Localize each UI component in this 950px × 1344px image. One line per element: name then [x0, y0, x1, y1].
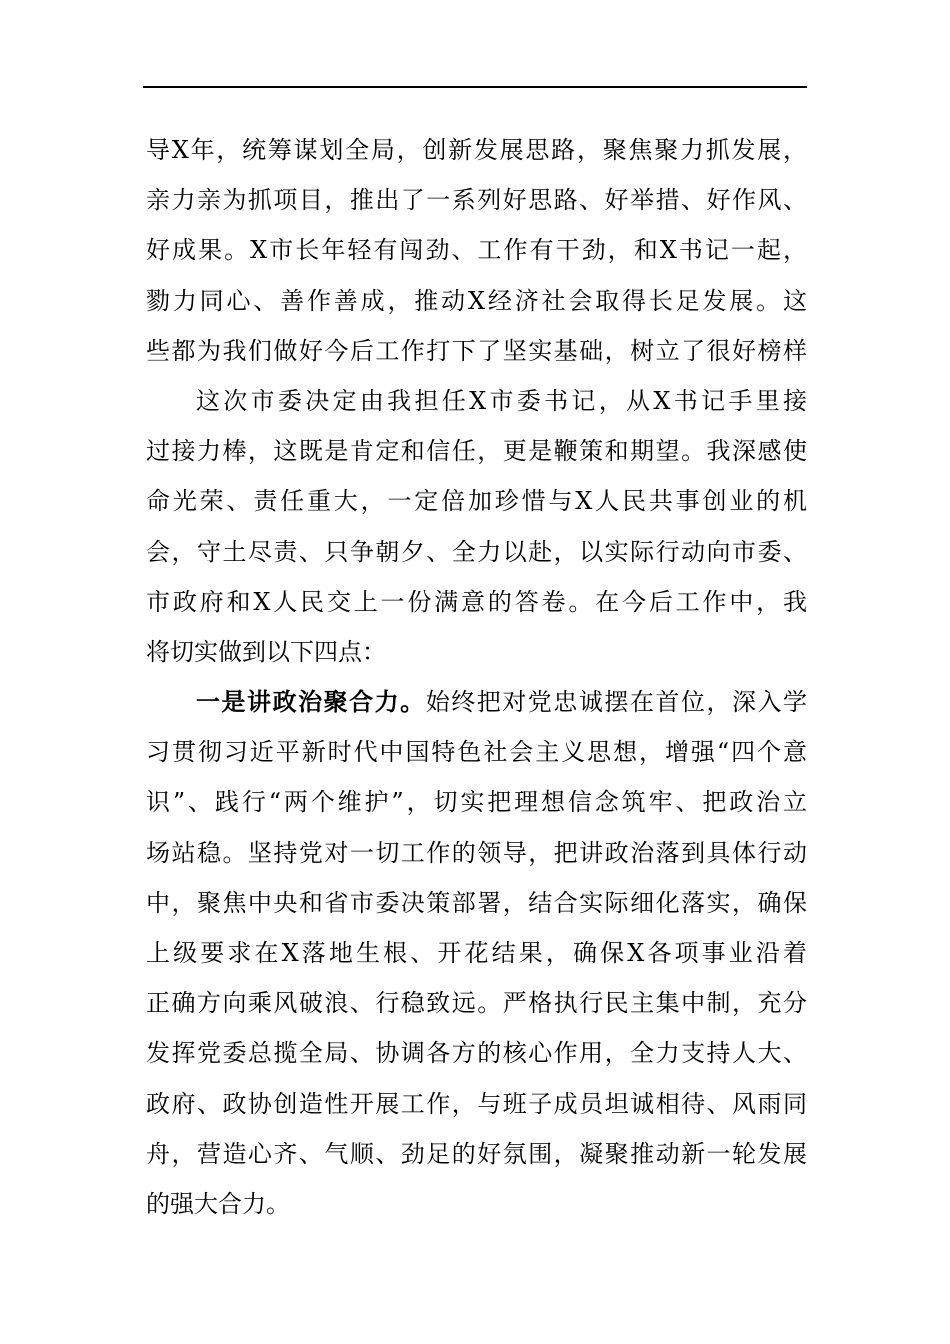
paragraph-1-line-4: 勠力同心、善作善成，推动X经济社会取得长足发展。这: [146, 286, 807, 315]
paragraph-1-line-1: 导X年，统筹谋划全局，创新发展思路，聚焦聚力抓发展，: [146, 136, 807, 164]
paragraph-3-line-7: 正确方向乘风破浪、行稳致远。严格执行民主集中制，充分: [146, 989, 807, 1018]
paragraph-3-first-line-rest: 始终把对党忠诚摆在首位，深入学: [425, 688, 808, 717]
paragraph-3-line-4: 场站稳。坚持党对一切工作的领导，把讲政治落到具体行动: [146, 838, 807, 867]
paragraph-2-line-1: 这次市委决定由我担任X市委书记，从X书记手里接: [196, 386, 807, 415]
body-text: [146, 125, 807, 1229]
paragraph-1-line-3: 好成果。X市长年轻有闯劲、工作有干劲，和X书记一起，: [146, 236, 807, 265]
paragraph-3-line-10: 舟，营造心齐、气顺、劲足的好氛围，凝聚推动新一轮发展: [146, 1139, 807, 1168]
paragraph-2-line-5: 市政府和X人民交上一份满意的答卷。在今后工作中，我: [146, 587, 807, 616]
paragraph-1-line-2: 亲力亲为抓项目，推出了一系列好思路、好举措、好作风、: [146, 186, 807, 215]
paragraph-3-line-6: 上级要求在X落地生根、开花结果，确保X各项事业沿着: [146, 939, 807, 967]
paragraph-3-line-11: 的强大合力。: [146, 1189, 290, 1218]
paragraph-2-line-3: 命光荣、责任重大，一定倍加珍惜与X人民共事创业的机: [146, 487, 807, 516]
header-rule: [143, 86, 807, 88]
paragraph-1-line-5: 些都为我们做好今后工作打下了坚实基础，树立了很好榜样: [146, 336, 807, 365]
paragraph-3-line-8: 发挥党委总揽全局、协调各方的核心作用，全力支持人大、: [146, 1039, 807, 1068]
paragraph-2-line-6: 将切实做到以下四点：: [146, 637, 386, 666]
paragraph-3-lead: 一是讲政治聚合力。: [196, 687, 426, 717]
paragraph-3-line-3: 识”、践行“两个维护”，切实把理想信念筑牢、把政治立: [146, 788, 807, 817]
paragraph-3-line-5: 中，聚焦中央和省市委决策部署，结合实际细化落实，确保: [146, 888, 807, 917]
paragraph-3-line-2: 习贯彻习近平新时代中国特色社会主义思想，增强“四个意: [146, 738, 807, 767]
paragraph-3-line-9: 政府、政协创造性开展工作，与班子成员坦诚相待、风雨同: [146, 1089, 807, 1118]
paragraph-2-line-4: 会，守土尽责、只争朝夕、全力以赴，以实际行动向市委、: [146, 537, 807, 566]
paragraph-2-line-2: 过接力棒，这既是肯定和信任，更是鞭策和期望。我深感使: [146, 437, 807, 466]
paragraph-3-line-1: [146, 677, 807, 727]
